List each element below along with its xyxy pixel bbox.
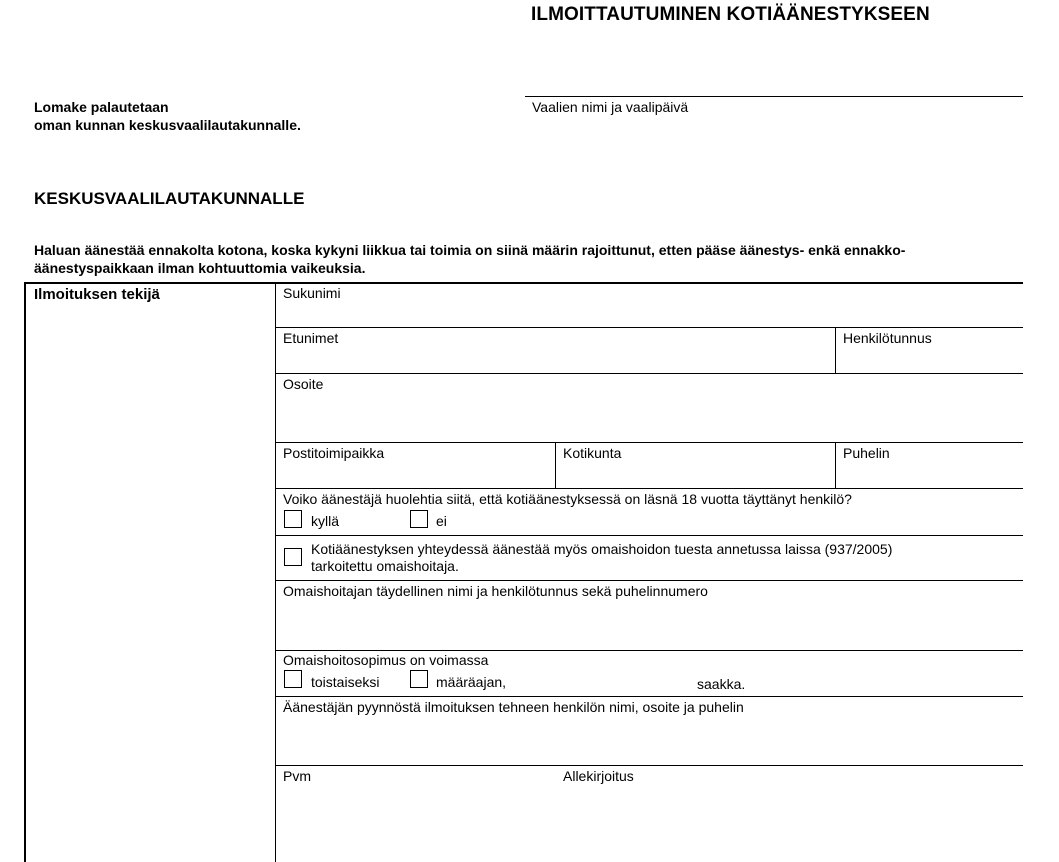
section-label: Ilmoituksen tekijä	[34, 286, 160, 303]
phone-label: Puhelin	[843, 445, 890, 461]
agreement-label: Omaishoitosopimus on voimassa	[283, 652, 489, 668]
row-line-6	[275, 580, 1023, 581]
row-line-5	[275, 535, 1023, 536]
personal-id-field[interactable]	[836, 348, 1022, 372]
adult-question: Voiko äänestäjä huolehtia siitä, että kotiäänestyksessä on läsnä 18 vuotta täyttänyt henkilö?	[283, 491, 852, 507]
surname-field[interactable]	[276, 303, 1022, 326]
row-line-8	[275, 696, 1023, 697]
on-behalf-label: Äänestäjän pyynnöstä ilmoituksen tehneen henkilön nimi, osoite ja puhelin	[283, 699, 744, 715]
row-line-2	[275, 373, 1023, 374]
date-label: Pvm	[283, 768, 311, 784]
fixed-term-label: määräajan,	[436, 674, 507, 690]
form-top-border	[24, 282, 1023, 284]
row-line-4	[275, 488, 1023, 489]
election-name-line	[525, 96, 1023, 97]
signature-label: Allekirjoitus	[563, 768, 634, 784]
no-label: ei	[436, 513, 447, 529]
municipality-label: Kotikunta	[563, 445, 622, 461]
form-title: ILMOITTAUTUMINEN KOTIÄÄNESTYKSEEN	[531, 4, 930, 25]
post-office-field[interactable]	[276, 463, 554, 487]
return-instructions	[34, 98, 301, 134]
on-behalf-field[interactable]	[276, 717, 1022, 764]
first-names-field[interactable]	[276, 348, 834, 372]
until-label: saakka.	[697, 676, 746, 692]
row-line-7	[275, 650, 1023, 651]
row-line-1	[275, 327, 1023, 328]
address-field[interactable]	[276, 394, 1022, 441]
fixed-term-date-field[interactable]	[515, 672, 690, 692]
intro-statement: Haluan äänestää ennakolta kotona, koska kykyni liikkua tai toimia on siinä määrin rajoittunut, etten pääse äänestys- enkä ennakko-äänestyspaikkaan ilman kohtuuttomia vaikeuksia.	[34, 242, 906, 276]
yes-label: kyllä	[311, 513, 340, 529]
municipality-field[interactable]	[556, 463, 834, 487]
form-left-border	[24, 282, 26, 862]
caregiver-details-label: Omaishoitajan täydellinen nimi ja henkilötunnus sekä puhelinnumero	[283, 583, 708, 599]
caregiver-line-2: tarkoitettu omaishoitaja.	[311, 558, 459, 574]
first-names-label: Etunimet	[283, 330, 339, 346]
surname-label: Sukunimi	[283, 285, 341, 301]
row-line-3	[275, 442, 1023, 443]
election-name-label: Vaalien nimi ja vaalipäivä	[532, 99, 689, 115]
caregiver-line-1: Kotiäänestyksen yhteydessä äänestää myös omaishoidon tuesta annetussa laissa (937/2005)	[311, 541, 893, 557]
return-line-2: oman kunnan keskusvaalilautakunnalle.	[34, 117, 301, 133]
personal-id-label: Henkilötunnus	[843, 330, 932, 346]
date-field[interactable]	[276, 786, 554, 860]
row-line-9	[275, 765, 1023, 766]
caregiver-details-field[interactable]	[276, 601, 1022, 649]
until-further-checkbox[interactable]	[284, 670, 302, 688]
post-office-label: Postitoimipaikka	[283, 445, 385, 461]
signature-field[interactable]	[556, 786, 1022, 860]
no-checkbox[interactable]	[410, 510, 428, 528]
fixed-term-checkbox[interactable]	[410, 670, 428, 688]
address-label: Osoite	[283, 376, 324, 392]
phone-field[interactable]	[836, 463, 1022, 487]
yes-checkbox[interactable]	[284, 510, 302, 528]
until-further-label: toistaiseksi	[311, 674, 380, 690]
return-line-1: Lomake palautetaan	[34, 99, 169, 115]
caregiver-checkbox[interactable]	[284, 548, 302, 566]
addressee-heading: KESKUSVAALILAUTAKUNNALLE	[34, 189, 305, 208]
